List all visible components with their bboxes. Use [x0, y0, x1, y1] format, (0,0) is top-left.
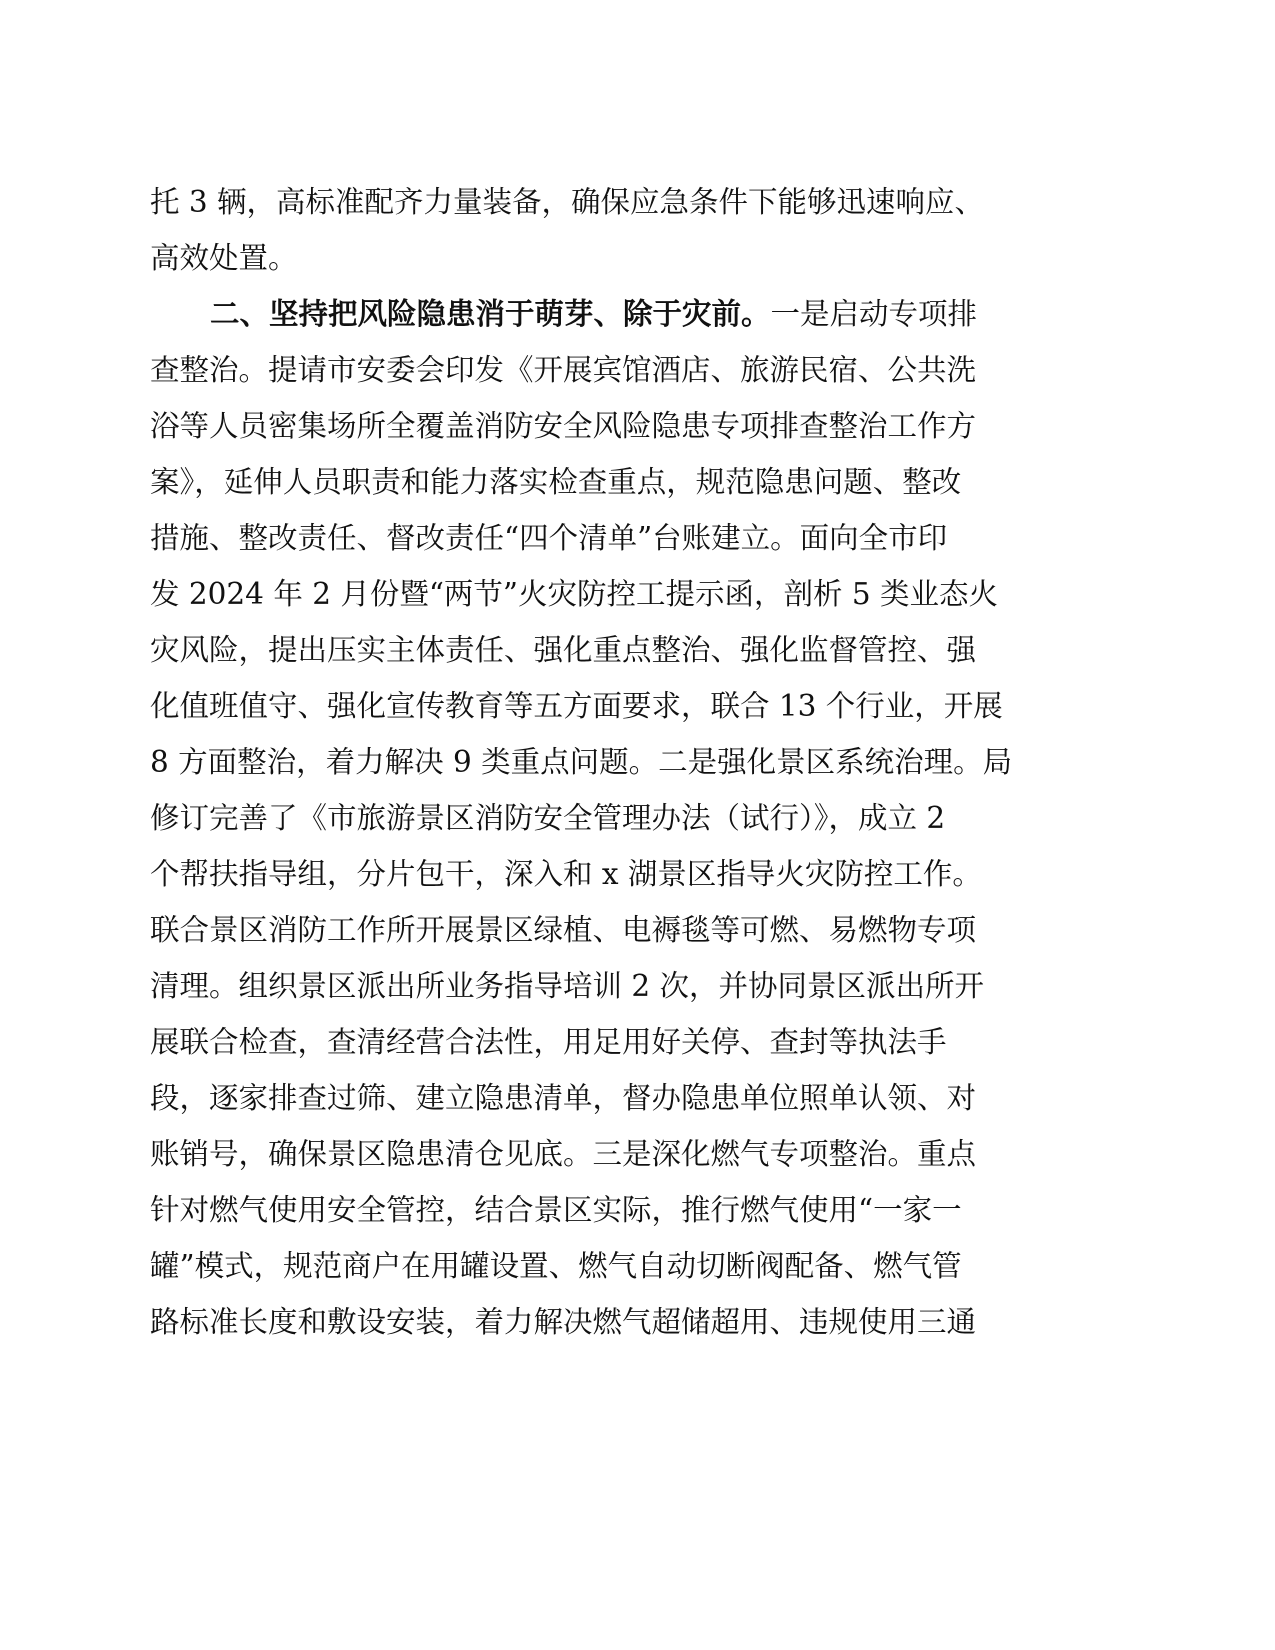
text-line: 账销号，确保景区隐患清仓见底。三是深化燃气专项整治。重点	[150, 1137, 977, 1171]
text-line: 针对燃气使用安全管控，结合景区实际，推行燃气使用“一家一	[150, 1193, 962, 1227]
heading-continuation: 一是启动专项排	[770, 297, 978, 331]
text-line: 清理。组织景区派出所业务指导培训 2 次，并协同景区派出所开	[150, 969, 985, 1003]
text-line: 联合景区消防工作所开展景区绿植、电褥毯等可燃、易燃物专项	[150, 913, 977, 947]
text-line: 案》，延伸人员职责和能力落实检查重点，规范隐患问题、整改	[150, 465, 962, 499]
text-line: 罐”模式，规范商户在用罐设置、燃气自动切断阀配备、燃气管	[150, 1249, 962, 1283]
text-line: 托 3 辆，高标准配齐力量装备，确保应急条件下能够迅速响应、	[150, 185, 985, 219]
text-line: 浴等人员密集场所全覆盖消防安全风险隐患专项排查整治工作方	[150, 409, 977, 443]
text-line: 查整治。提请市安委会印发《开展宾馆酒店、旅游民宿、公共洗	[150, 353, 977, 387]
text-line: 化值班值守、强化宣传教育等五方面要求，联合 13 个行业，开展	[150, 689, 1003, 723]
text-line: 路标准长度和敷设安装，着力解决燃气超储超用、违规使用三通	[150, 1305, 977, 1339]
text-line: 高效处置。	[150, 241, 298, 275]
text-line: 段，逐家排查过筛、建立隐患清单，督办隐患单位照单认领、对	[150, 1081, 977, 1115]
text-line: 灾风险，提出压实主体责任、强化重点整治、强化监督管控、强	[150, 633, 977, 667]
section-heading-line	[210, 294, 1160, 334]
section-heading: 二、坚持把风险隐患消于萌芽、除于灾前。	[210, 296, 771, 331]
text-line: 展联合检查，查清经营合法性，用足用好关停、查封等执法手	[150, 1025, 947, 1059]
text-line: 个帮扶指导组，分片包干，深入和 x 湖景区指导火灾防控工作。	[150, 857, 982, 891]
text-line: 8 方面整治，着力解决 9 类重点问题。二是强化景区系统治理。局	[150, 745, 1013, 779]
text-line: 修订完善了《市旅游景区消防安全管理办法（试行）》，成立 2	[150, 801, 946, 835]
text-line: 发 2024 年 2 月份暨“两节”火灾防控工提示函，剖析 5 类业态火	[150, 577, 999, 611]
text-line: 措施、整改责任、督改责任“四个清单”台账建立。面向全市印	[150, 521, 948, 555]
